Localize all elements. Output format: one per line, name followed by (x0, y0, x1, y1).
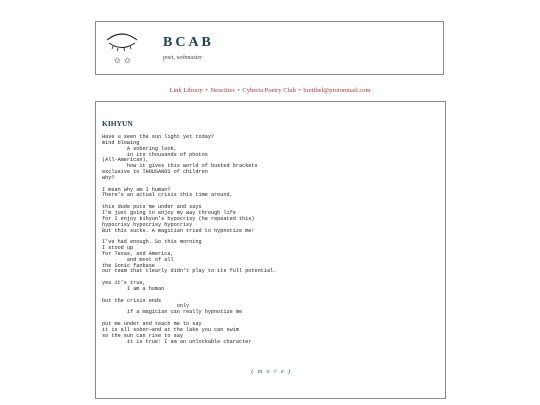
post-title: KIHYUN (102, 119, 133, 128)
svg-text:✩: ✩ (114, 56, 121, 65)
sleepy-eye-logo-icon (104, 26, 140, 68)
nav-link-library[interactable]: Link Library (169, 87, 203, 94)
site-subtitle: poet, webmaster (163, 55, 203, 61)
svg-text:✩: ✩ (124, 56, 131, 65)
poem-body: Have u seen the sun light yet today? mind blowing A sobering look, in its thousands of photos (All-American), how it gives this world of busted brackets exclusive to THOUSANDS of children why? I mean why am I human? There’s an actual crisis this time around, this dude puts me under and says I’m just going to enjoy my way through life for I enjoy kihyun’s hypocrisy (he repeated this) hypocrisy hypocrisy hypocrisy But this sucks. A magician tried to hypnotize me! I’ve had enough. So this morning I stood up for Texas, and America, and most of all the Sonic fanbase our team that clearly didn’t play to its full potential. yes it’s true, I am a human but the crisis ends only if a magician can really hypnotize me put me under and teach me to say it is all sober—and at the lake you can swim so the sun can rise to say it is true: I am an unlockable character (102, 134, 277, 345)
nav-link-email[interactable]: brettbel@protonmail.com (303, 87, 371, 94)
nav-bar (0, 87, 540, 94)
nav-separator: • (237, 87, 240, 94)
nav-link-cyberia-poetry-club[interactable]: Cyberia Poetry Club (242, 87, 296, 94)
site-header (95, 21, 444, 75)
nav-link-neocities[interactable]: Neocities (210, 87, 235, 94)
more-link[interactable]: ( m o r e ) (251, 369, 292, 375)
nav-separator: • (298, 87, 301, 94)
post-card (95, 101, 446, 399)
nav-separator: • (205, 87, 208, 94)
site-title: BCAB (163, 35, 214, 50)
